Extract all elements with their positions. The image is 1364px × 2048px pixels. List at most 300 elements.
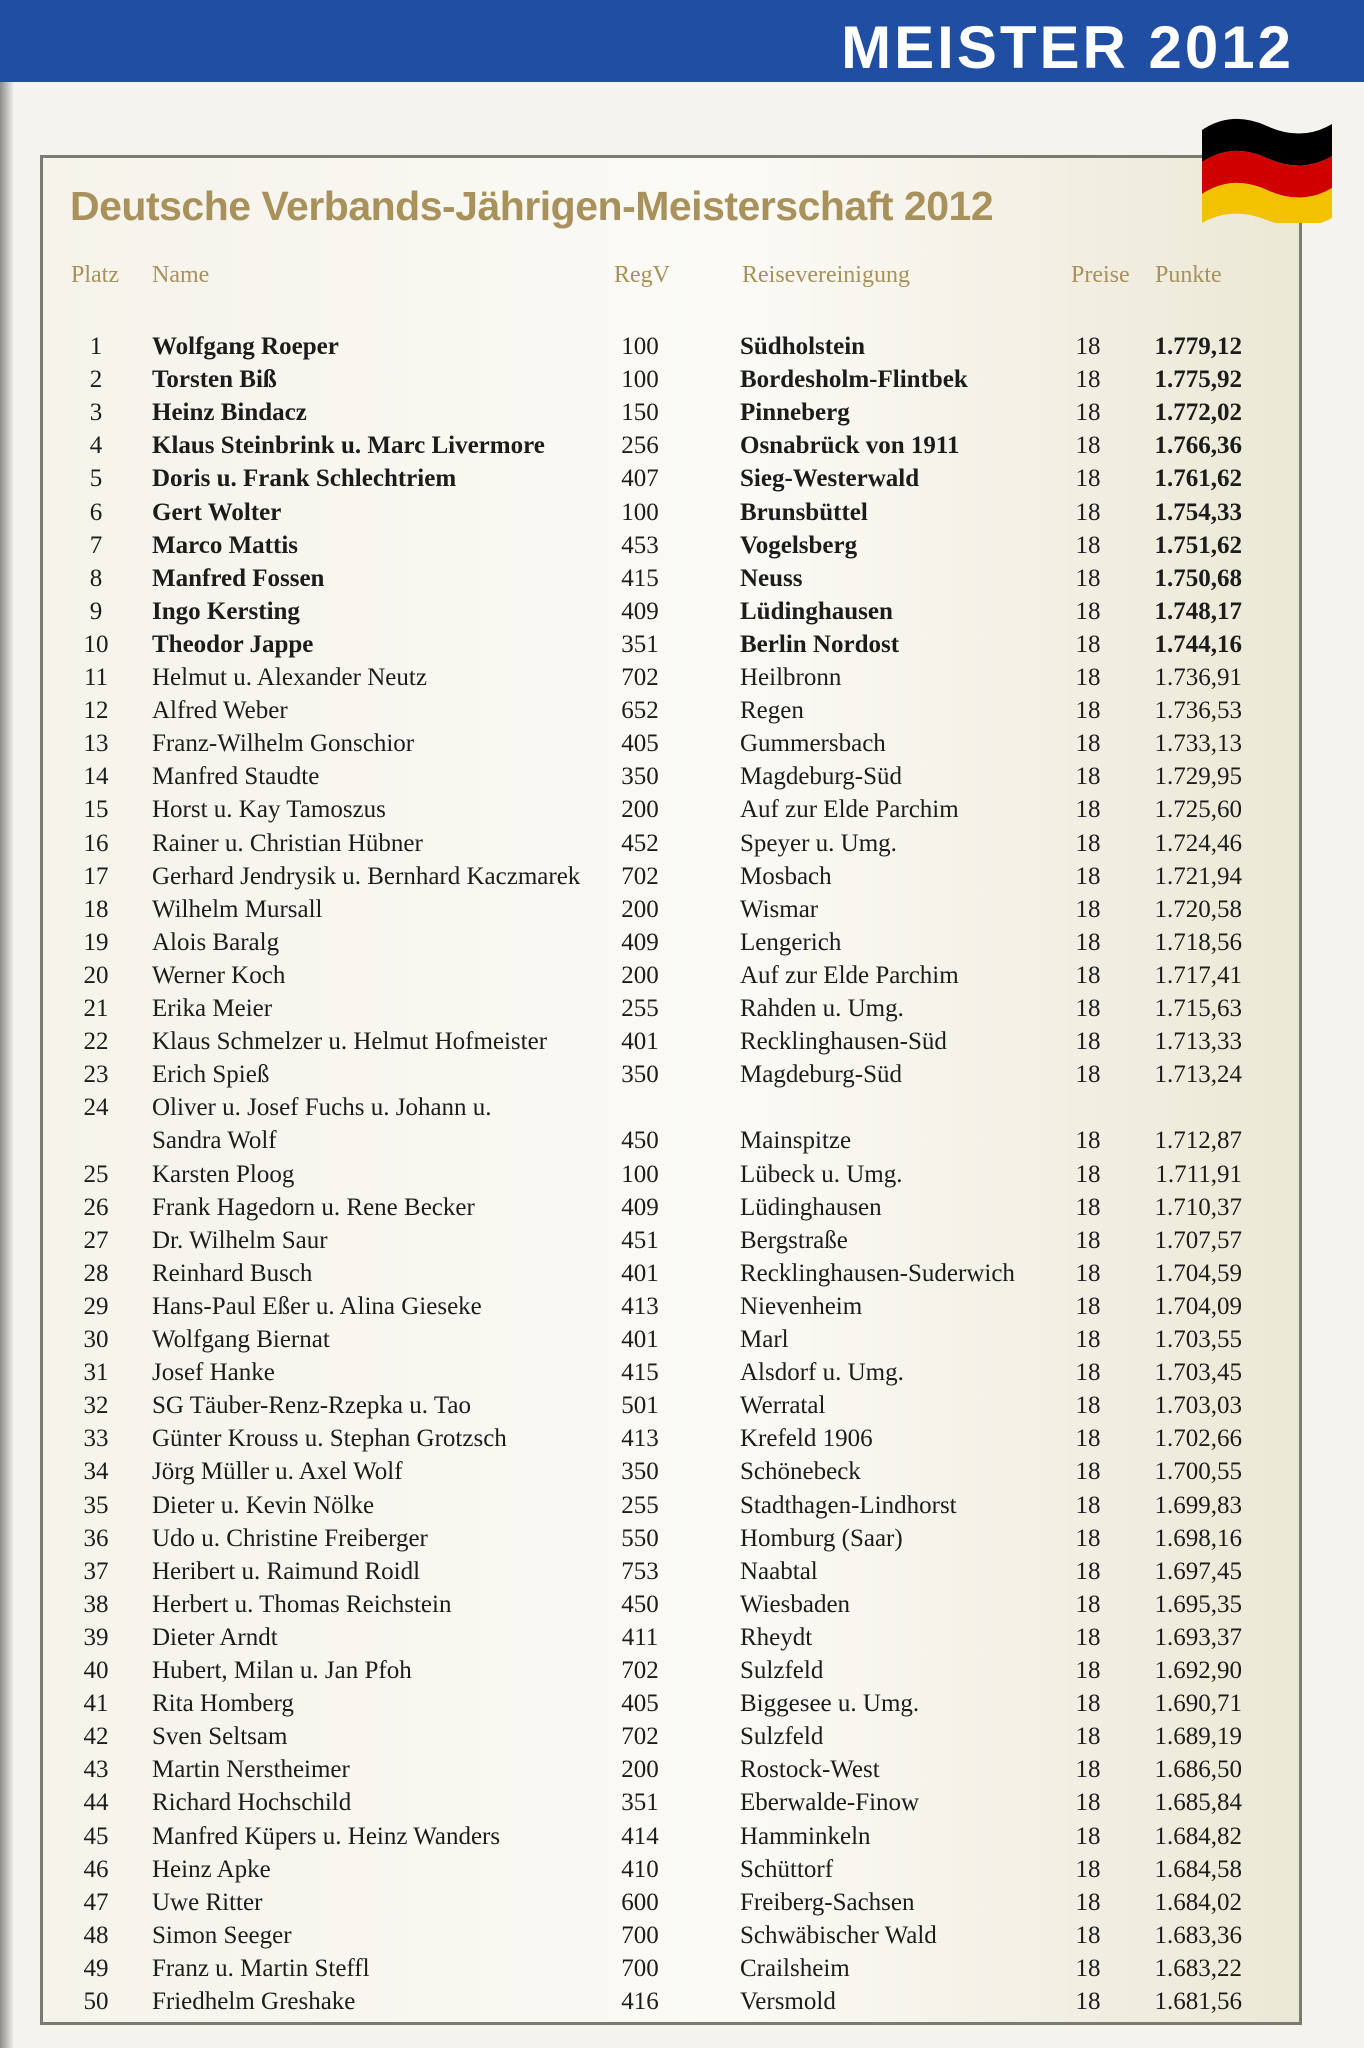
cell-reisevereinigung: Osnabrück von 1911 (740, 432, 960, 460)
cell-preise: 18 (1075, 796, 1101, 824)
cell-name: SG Täuber-Renz-Rzepka u. Tao (152, 1392, 471, 1420)
cell-name: Manfred Küpers u. Heinz Wanders (152, 1822, 501, 1850)
cell-name: Wolfgang Roeper (152, 333, 339, 360)
cell-reisevereinigung: Sulzfeld (740, 1723, 824, 1751)
cell-preise: 18 (1075, 961, 1101, 989)
cell-platz: 2 (89, 366, 103, 394)
cell-preise: 18 (1075, 1425, 1101, 1453)
cell-platz: 3 (89, 399, 103, 427)
cell-regv: 401 (621, 1028, 659, 1056)
cell-preise: 18 (1075, 928, 1101, 956)
cell-regv: 100 (621, 366, 659, 394)
cell-platz: 48 (83, 1921, 109, 1949)
cell-name: Simon Seeger (152, 1921, 292, 1949)
cell-punkte: 1.751,62 (1154, 531, 1242, 559)
cell-punkte: 1.744,16 (1154, 630, 1242, 658)
cell-preise: 18 (1075, 432, 1101, 460)
cell-preise: 18 (1075, 1458, 1101, 1486)
cell-punkte: 1.713,33 (1154, 1028, 1242, 1056)
table-row (0, 595, 1364, 628)
cell-regv: 702 (621, 664, 659, 691)
cell-preise: 18 (1075, 564, 1101, 592)
cell-punkte: 1.775,92 (1154, 366, 1242, 394)
cell-punkte: 1.695,35 (1154, 1590, 1242, 1618)
cell-punkte: 1.693,37 (1154, 1623, 1242, 1651)
cell-punkte: 1.707,57 (1154, 1226, 1242, 1254)
cell-regv: 411 (621, 1623, 659, 1651)
cell-name: Dr. Wilhelm Saur (152, 1226, 328, 1254)
cell-regv: 410 (621, 1855, 659, 1883)
cell-reisevereinigung: Alsdorf u. Umg. (740, 1359, 904, 1387)
table-row (0, 992, 1364, 1025)
cell-name: Theodor Jappe (152, 630, 314, 658)
cell-name: Helmut u. Alexander Neutz (152, 664, 427, 691)
cell-name: Josef Hanke (152, 1359, 275, 1387)
table-row (0, 1323, 1364, 1356)
cell-preise: 18 (1075, 1160, 1101, 1188)
table-row (0, 1124, 1364, 1157)
cell-reisevereinigung: Naabtal (740, 1557, 818, 1585)
cell-preise: 18 (1075, 1657, 1101, 1684)
cell-reisevereinigung: Vogelsberg (740, 531, 858, 559)
cell-regv: 350 (621, 763, 659, 791)
cell-platz: 1 (89, 333, 103, 360)
cell-reisevereinigung: Südholstein (740, 333, 866, 360)
table-row (0, 893, 1364, 926)
cell-regv: 652 (621, 697, 659, 725)
table-row (0, 1654, 1364, 1687)
cell-reisevereinigung: Stadthagen-Lindhorst (740, 1491, 957, 1519)
cell-preise: 18 (1075, 366, 1101, 394)
cell-name: Wilhelm Mursall (152, 895, 323, 923)
cell-preise: 18 (1075, 862, 1101, 890)
cell-regv: 550 (621, 1524, 659, 1552)
cell-name: Erika Meier (152, 995, 273, 1022)
table-row (0, 694, 1364, 727)
column-header-punkte: Punkte (1155, 262, 1222, 288)
cell-name: Heinz Bindacz (152, 399, 307, 427)
cell-name: Karsten Ploog (152, 1160, 295, 1188)
cell-name: Horst u. Kay Tamoszus (152, 796, 386, 824)
cell-platz: 26 (83, 1193, 109, 1221)
cell-punkte: 1.766,36 (1154, 432, 1242, 460)
cell-platz: 5 (89, 465, 103, 493)
cell-preise: 18 (1075, 1028, 1101, 1056)
cell-platz: 17 (83, 862, 109, 890)
cell-preise: 18 (1075, 995, 1101, 1022)
cell-reisevereinigung: Speyer u. Umg. (740, 829, 897, 857)
cell-platz: 21 (83, 995, 109, 1022)
cell-regv: 413 (621, 1425, 659, 1453)
cell-regv: 409 (621, 1193, 659, 1221)
cell-preise: 18 (1075, 1888, 1101, 1916)
cell-preise: 18 (1075, 1590, 1101, 1618)
cell-reisevereinigung: Lengerich (740, 928, 842, 956)
cell-punkte: 1.686,50 (1154, 1756, 1242, 1784)
cell-reisevereinigung: Schwäbischer Wald (740, 1921, 937, 1949)
cell-platz: 38 (83, 1590, 109, 1618)
table-row (0, 1191, 1364, 1224)
cell-preise: 18 (1075, 1623, 1101, 1651)
cell-punkte: 1.689,19 (1154, 1723, 1242, 1751)
table-row (0, 1522, 1364, 1555)
cell-punkte: 1.710,37 (1154, 1193, 1242, 1221)
cell-preise: 18 (1075, 1822, 1101, 1850)
cell-punkte: 1.684,02 (1154, 1888, 1242, 1916)
cell-preise: 18 (1075, 829, 1101, 857)
cell-regv: 700 (621, 1921, 659, 1949)
cell-punkte: 1.724,46 (1154, 829, 1242, 857)
cell-reisevereinigung: Bordesholm-Flintbek (740, 366, 968, 394)
cell-reisevereinigung: Rostock-West (740, 1756, 880, 1784)
cell-name: Franz u. Martin Steffl (152, 1954, 370, 1982)
cell-punkte: 1.718,56 (1154, 928, 1242, 956)
cell-name: Gerhard Jendrysik u. Bernhard Kaczmarek (152, 862, 581, 890)
cell-reisevereinigung: Gummersbach (740, 730, 886, 758)
cell-punkte: 1.685,84 (1154, 1789, 1242, 1817)
cell-punkte: 1.720,58 (1154, 895, 1242, 923)
cell-regv: 405 (621, 730, 659, 758)
cell-regv: 702 (621, 1657, 659, 1684)
table-row (0, 1389, 1364, 1422)
table-row (0, 1853, 1364, 1886)
cell-regv: 255 (621, 995, 659, 1022)
cell-punkte: 1.703,55 (1154, 1326, 1242, 1353)
cell-platz: 18 (83, 895, 109, 923)
cell-platz: 7 (89, 531, 103, 559)
table-row (0, 1985, 1364, 2018)
cell-platz: 31 (83, 1359, 109, 1387)
cell-name: Uwe Ritter (152, 1888, 263, 1916)
table-row (0, 1158, 1364, 1191)
cell-regv: 450 (621, 1590, 659, 1618)
table-row (0, 1356, 1364, 1389)
table-row (0, 1489, 1364, 1522)
cell-preise: 18 (1075, 1756, 1101, 1784)
table-row (0, 1621, 1364, 1654)
cell-regv: 401 (621, 1259, 659, 1287)
cell-name: Oliver u. Josef Fuchs u. Johann u. (152, 1094, 492, 1122)
cell-name: Rainer u. Christian Hübner (152, 829, 423, 857)
cell-platz: 35 (83, 1491, 109, 1519)
cell-reisevereinigung: Homburg (Saar) (740, 1524, 903, 1552)
cell-name: Richard Hochschild (152, 1789, 352, 1817)
cell-reisevereinigung: Rahden u. Umg. (740, 995, 904, 1022)
cell-platz: 23 (83, 1061, 109, 1089)
cell-platz: 32 (83, 1392, 109, 1420)
cell-preise: 18 (1075, 1954, 1101, 1982)
cell-regv: 200 (621, 1756, 659, 1784)
cell-preise: 18 (1075, 1988, 1101, 2015)
table-row (0, 1091, 1364, 1124)
cell-regv: 350 (621, 1458, 659, 1486)
cell-regv: 413 (621, 1292, 659, 1320)
table-row (0, 926, 1364, 959)
cell-name: Torsten Biß (152, 366, 277, 394)
cell-punkte: 1.713,24 (1154, 1061, 1242, 1089)
cell-reisevereinigung: Mainspitze (740, 1127, 852, 1155)
cell-platz: 12 (83, 697, 109, 725)
cell-regv: 100 (621, 498, 659, 526)
cell-regv: 256 (621, 432, 659, 460)
cell-preise: 18 (1075, 664, 1101, 691)
table-row (0, 1025, 1364, 1058)
cell-punkte: 1.702,66 (1154, 1425, 1242, 1453)
cell-platz: 10 (83, 630, 109, 658)
cell-name: Klaus Steinbrink u. Marc Livermore (152, 432, 545, 460)
cell-punkte: 1.699,83 (1154, 1491, 1242, 1519)
cell-reisevereinigung: Wismar (740, 895, 819, 923)
cell-regv: 415 (621, 564, 659, 592)
cell-platz: 36 (83, 1524, 109, 1552)
cell-reisevereinigung: Hamminkeln (740, 1822, 871, 1850)
cell-platz: 37 (83, 1557, 109, 1585)
table-row (0, 793, 1364, 826)
cell-platz: 44 (83, 1789, 109, 1817)
cell-preise: 18 (1075, 1292, 1101, 1320)
cell-name: Jörg Müller u. Axel Wolf (152, 1458, 403, 1486)
cell-name: Werner Koch (152, 961, 286, 989)
cell-regv: 702 (621, 1723, 659, 1751)
table-row (0, 1257, 1364, 1290)
cell-reisevereinigung: Wiesbaden (740, 1590, 851, 1618)
table-row (0, 628, 1364, 661)
cell-punkte: 1.684,82 (1154, 1822, 1242, 1850)
cell-punkte: 1.715,63 (1154, 995, 1242, 1022)
cell-punkte: 1.750,68 (1154, 564, 1242, 592)
column-header-regv: RegV (614, 262, 670, 288)
cell-punkte: 1.681,56 (1154, 1988, 1242, 2015)
cell-regv: 451 (621, 1226, 659, 1254)
cell-platz: 33 (83, 1425, 109, 1453)
cell-regv: 452 (621, 829, 659, 857)
cell-punkte: 1.697,45 (1154, 1557, 1242, 1585)
cell-name: Doris u. Frank Schlechtriem (152, 465, 457, 493)
cell-platz: 9 (89, 597, 103, 625)
table-row (0, 1555, 1364, 1588)
column-header-preise: Preise (1071, 262, 1130, 288)
cell-punkte: 1.733,13 (1154, 730, 1242, 758)
cell-reisevereinigung: Sulzfeld (740, 1657, 824, 1684)
cell-name: Hubert, Milan u. Jan Pfoh (152, 1657, 412, 1684)
cell-punkte: 1.703,45 (1154, 1359, 1242, 1387)
cell-platz: 6 (89, 498, 103, 526)
cell-regv: 415 (621, 1359, 659, 1387)
cell-preise: 18 (1075, 1326, 1101, 1353)
cell-platz: 25 (83, 1160, 109, 1188)
cell-punkte: 1.692,90 (1154, 1657, 1242, 1684)
table-row (0, 1952, 1364, 1985)
cell-regv: 453 (621, 531, 659, 559)
cell-reisevereinigung: Eberwalde-Finow (740, 1789, 920, 1817)
cell-reisevereinigung: Regen (740, 697, 804, 725)
cell-name: Alois Baralg (152, 928, 280, 956)
cell-reisevereinigung: Brunsbüttel (740, 498, 868, 526)
cell-name: Rita Homberg (152, 1690, 294, 1718)
cell-reisevereinigung: Biggesee u. Umg. (740, 1690, 920, 1718)
cell-preise: 18 (1075, 1690, 1101, 1718)
cell-punkte: 1.690,71 (1154, 1690, 1242, 1718)
table-row (0, 1422, 1364, 1455)
cell-reisevereinigung: Auf zur Elde Parchim (740, 796, 959, 824)
section-title: MEISTER 2012 (841, 14, 1294, 81)
cell-punkte: 1.721,94 (1154, 862, 1242, 890)
cell-preise: 18 (1075, 531, 1101, 559)
cell-regv: 409 (621, 928, 659, 956)
cell-reisevereinigung: Freiberg-Sachsen (740, 1888, 915, 1916)
table-row (0, 959, 1364, 992)
cell-punkte: 1.772,02 (1154, 399, 1242, 427)
column-header-platz: Platz (71, 262, 119, 288)
cell-platz: 40 (83, 1657, 109, 1684)
cell-punkte: 1.725,60 (1154, 796, 1242, 824)
table-row (0, 1820, 1364, 1853)
cell-platz: 19 (83, 928, 109, 956)
table-row (0, 1919, 1364, 1952)
table-row (0, 330, 1364, 363)
cell-preise: 18 (1075, 730, 1101, 758)
cell-reisevereinigung: Pinneberg (740, 399, 850, 427)
cell-regv: 200 (621, 961, 659, 989)
cell-regv: 255 (621, 1491, 659, 1519)
cell-reisevereinigung: Berlin Nordost (740, 630, 900, 658)
table-row (0, 363, 1364, 396)
cell-reisevereinigung: Magdeburg-Süd (740, 763, 903, 791)
cell-preise: 18 (1075, 697, 1101, 725)
cell-punkte: 1.779,12 (1154, 333, 1242, 360)
cell-preise: 18 (1075, 1392, 1101, 1420)
table-row (0, 661, 1364, 694)
cell-punkte: 1.703,03 (1154, 1392, 1242, 1420)
cell-reisevereinigung: Schüttorf (740, 1855, 834, 1883)
cell-punkte: 1.684,58 (1154, 1855, 1242, 1883)
cell-regv: 414 (621, 1822, 659, 1850)
cell-reisevereinigung: Heilbronn (740, 664, 842, 691)
cell-punkte: 1.700,55 (1154, 1458, 1242, 1486)
cell-name: Alfred Weber (152, 697, 288, 725)
cell-regv: 450 (621, 1127, 659, 1155)
cell-platz: 39 (83, 1623, 109, 1651)
cell-preise: 18 (1075, 1557, 1101, 1585)
cell-reisevereinigung: Nievenheim (740, 1292, 863, 1320)
cell-platz: 47 (83, 1888, 109, 1916)
cell-punkte: 1.717,41 (1154, 961, 1242, 989)
cell-name: Klaus Schmelzer u. Helmut Hofmeister (152, 1028, 548, 1056)
table-row (0, 1224, 1364, 1257)
cell-platz: 27 (83, 1226, 109, 1254)
cell-punkte: 1.754,33 (1154, 498, 1242, 526)
cell-preise: 18 (1075, 498, 1101, 526)
cell-reisevereinigung: Auf zur Elde Parchim (740, 961, 959, 989)
cell-reisevereinigung: Crailsheim (740, 1954, 850, 1982)
cell-regv: 100 (621, 333, 659, 360)
cell-name: Frank Hagedorn u. Rene Becker (152, 1193, 475, 1221)
cell-name: Franz-Wilhelm Gonschior (152, 730, 415, 758)
cell-platz: 41 (83, 1690, 109, 1718)
cell-regv: 700 (621, 1954, 659, 1982)
table-row (0, 827, 1364, 860)
cell-regv: 100 (621, 1160, 659, 1188)
cell-preise: 18 (1075, 1193, 1101, 1221)
cell-name: Manfred Staudte (152, 763, 320, 791)
cell-name: Herbert u. Thomas Reichstein (152, 1590, 452, 1618)
cell-name: Marco Mattis (152, 531, 299, 559)
top-band (0, 0, 1364, 82)
column-header-reisevereinigung: Reisevereinigung (742, 262, 910, 288)
cell-reisevereinigung: Marl (740, 1326, 789, 1353)
table-row (0, 860, 1364, 893)
table-row (0, 496, 1364, 529)
table-row (0, 1753, 1364, 1786)
cell-regv: 350 (621, 1061, 659, 1089)
cell-platz: 20 (83, 961, 109, 989)
cell-platz: 16 (83, 829, 109, 857)
cell-preise: 18 (1075, 399, 1101, 427)
cell-reisevereinigung: Lübeck u. Umg. (740, 1160, 903, 1188)
cell-name: Ingo Kersting (152, 597, 300, 625)
cell-reisevereinigung: Werratal (740, 1392, 826, 1420)
cell-preise: 18 (1075, 1061, 1101, 1089)
cell-regv: 407 (621, 465, 659, 493)
cell-punkte: 1.683,36 (1154, 1921, 1242, 1949)
cell-name: Martin Nerstheimer (152, 1756, 350, 1784)
cell-regv: 200 (621, 895, 659, 923)
cell-regv: 753 (621, 1557, 659, 1585)
cell-reisevereinigung: Sieg-Westerwald (740, 465, 920, 493)
cell-preise: 18 (1075, 1259, 1101, 1287)
table-row (0, 529, 1364, 562)
cell-punkte: 1.683,22 (1154, 1954, 1242, 1982)
cell-platz: 15 (83, 796, 109, 824)
cell-reisevereinigung: Bergstraße (740, 1226, 848, 1254)
cell-reisevereinigung: Versmold (740, 1988, 836, 2015)
table-row (0, 760, 1364, 793)
cell-punkte: 1.748,17 (1154, 597, 1242, 625)
cell-preise: 18 (1075, 597, 1101, 625)
cell-reisevereinigung: Recklinghausen-Süd (740, 1028, 947, 1056)
cell-platz: 34 (83, 1458, 109, 1486)
cell-platz: 45 (83, 1822, 109, 1850)
cell-name: Heinz Apke (152, 1855, 271, 1883)
cell-platz: 50 (83, 1988, 109, 2015)
table-row (0, 396, 1364, 429)
cell-preise: 18 (1075, 1855, 1101, 1883)
table-row (0, 1886, 1364, 1919)
cell-platz: 11 (83, 664, 109, 691)
cell-name: Erich Spieß (152, 1061, 270, 1089)
cell-regv: 200 (621, 796, 659, 824)
table-row (0, 1455, 1364, 1488)
cell-punkte: 1.704,09 (1154, 1292, 1242, 1320)
table-row (0, 462, 1364, 495)
cell-punkte: 1.712,87 (1154, 1127, 1242, 1155)
cell-reisevereinigung: Mosbach (740, 862, 832, 890)
table-row (0, 1290, 1364, 1323)
cell-preise: 18 (1075, 1127, 1101, 1155)
column-header-name: Name (152, 262, 210, 288)
cell-regv: 600 (621, 1888, 659, 1916)
cell-preise: 18 (1075, 1921, 1101, 1949)
cell-regv: 405 (621, 1690, 659, 1718)
cell-regv: 351 (621, 1789, 659, 1817)
cell-punkte: 1.704,59 (1154, 1259, 1242, 1287)
cell-name: Günter Krouss u. Stephan Grotzsch (152, 1425, 507, 1453)
cell-name: Wolfgang Biernat (152, 1326, 330, 1353)
cell-platz: 13 (83, 730, 109, 758)
cell-preise: 18 (1075, 763, 1101, 791)
cell-name: Hans-Paul Eßer u. Alina Gieseke (152, 1292, 482, 1320)
cell-name: Reinhard Busch (152, 1259, 313, 1287)
